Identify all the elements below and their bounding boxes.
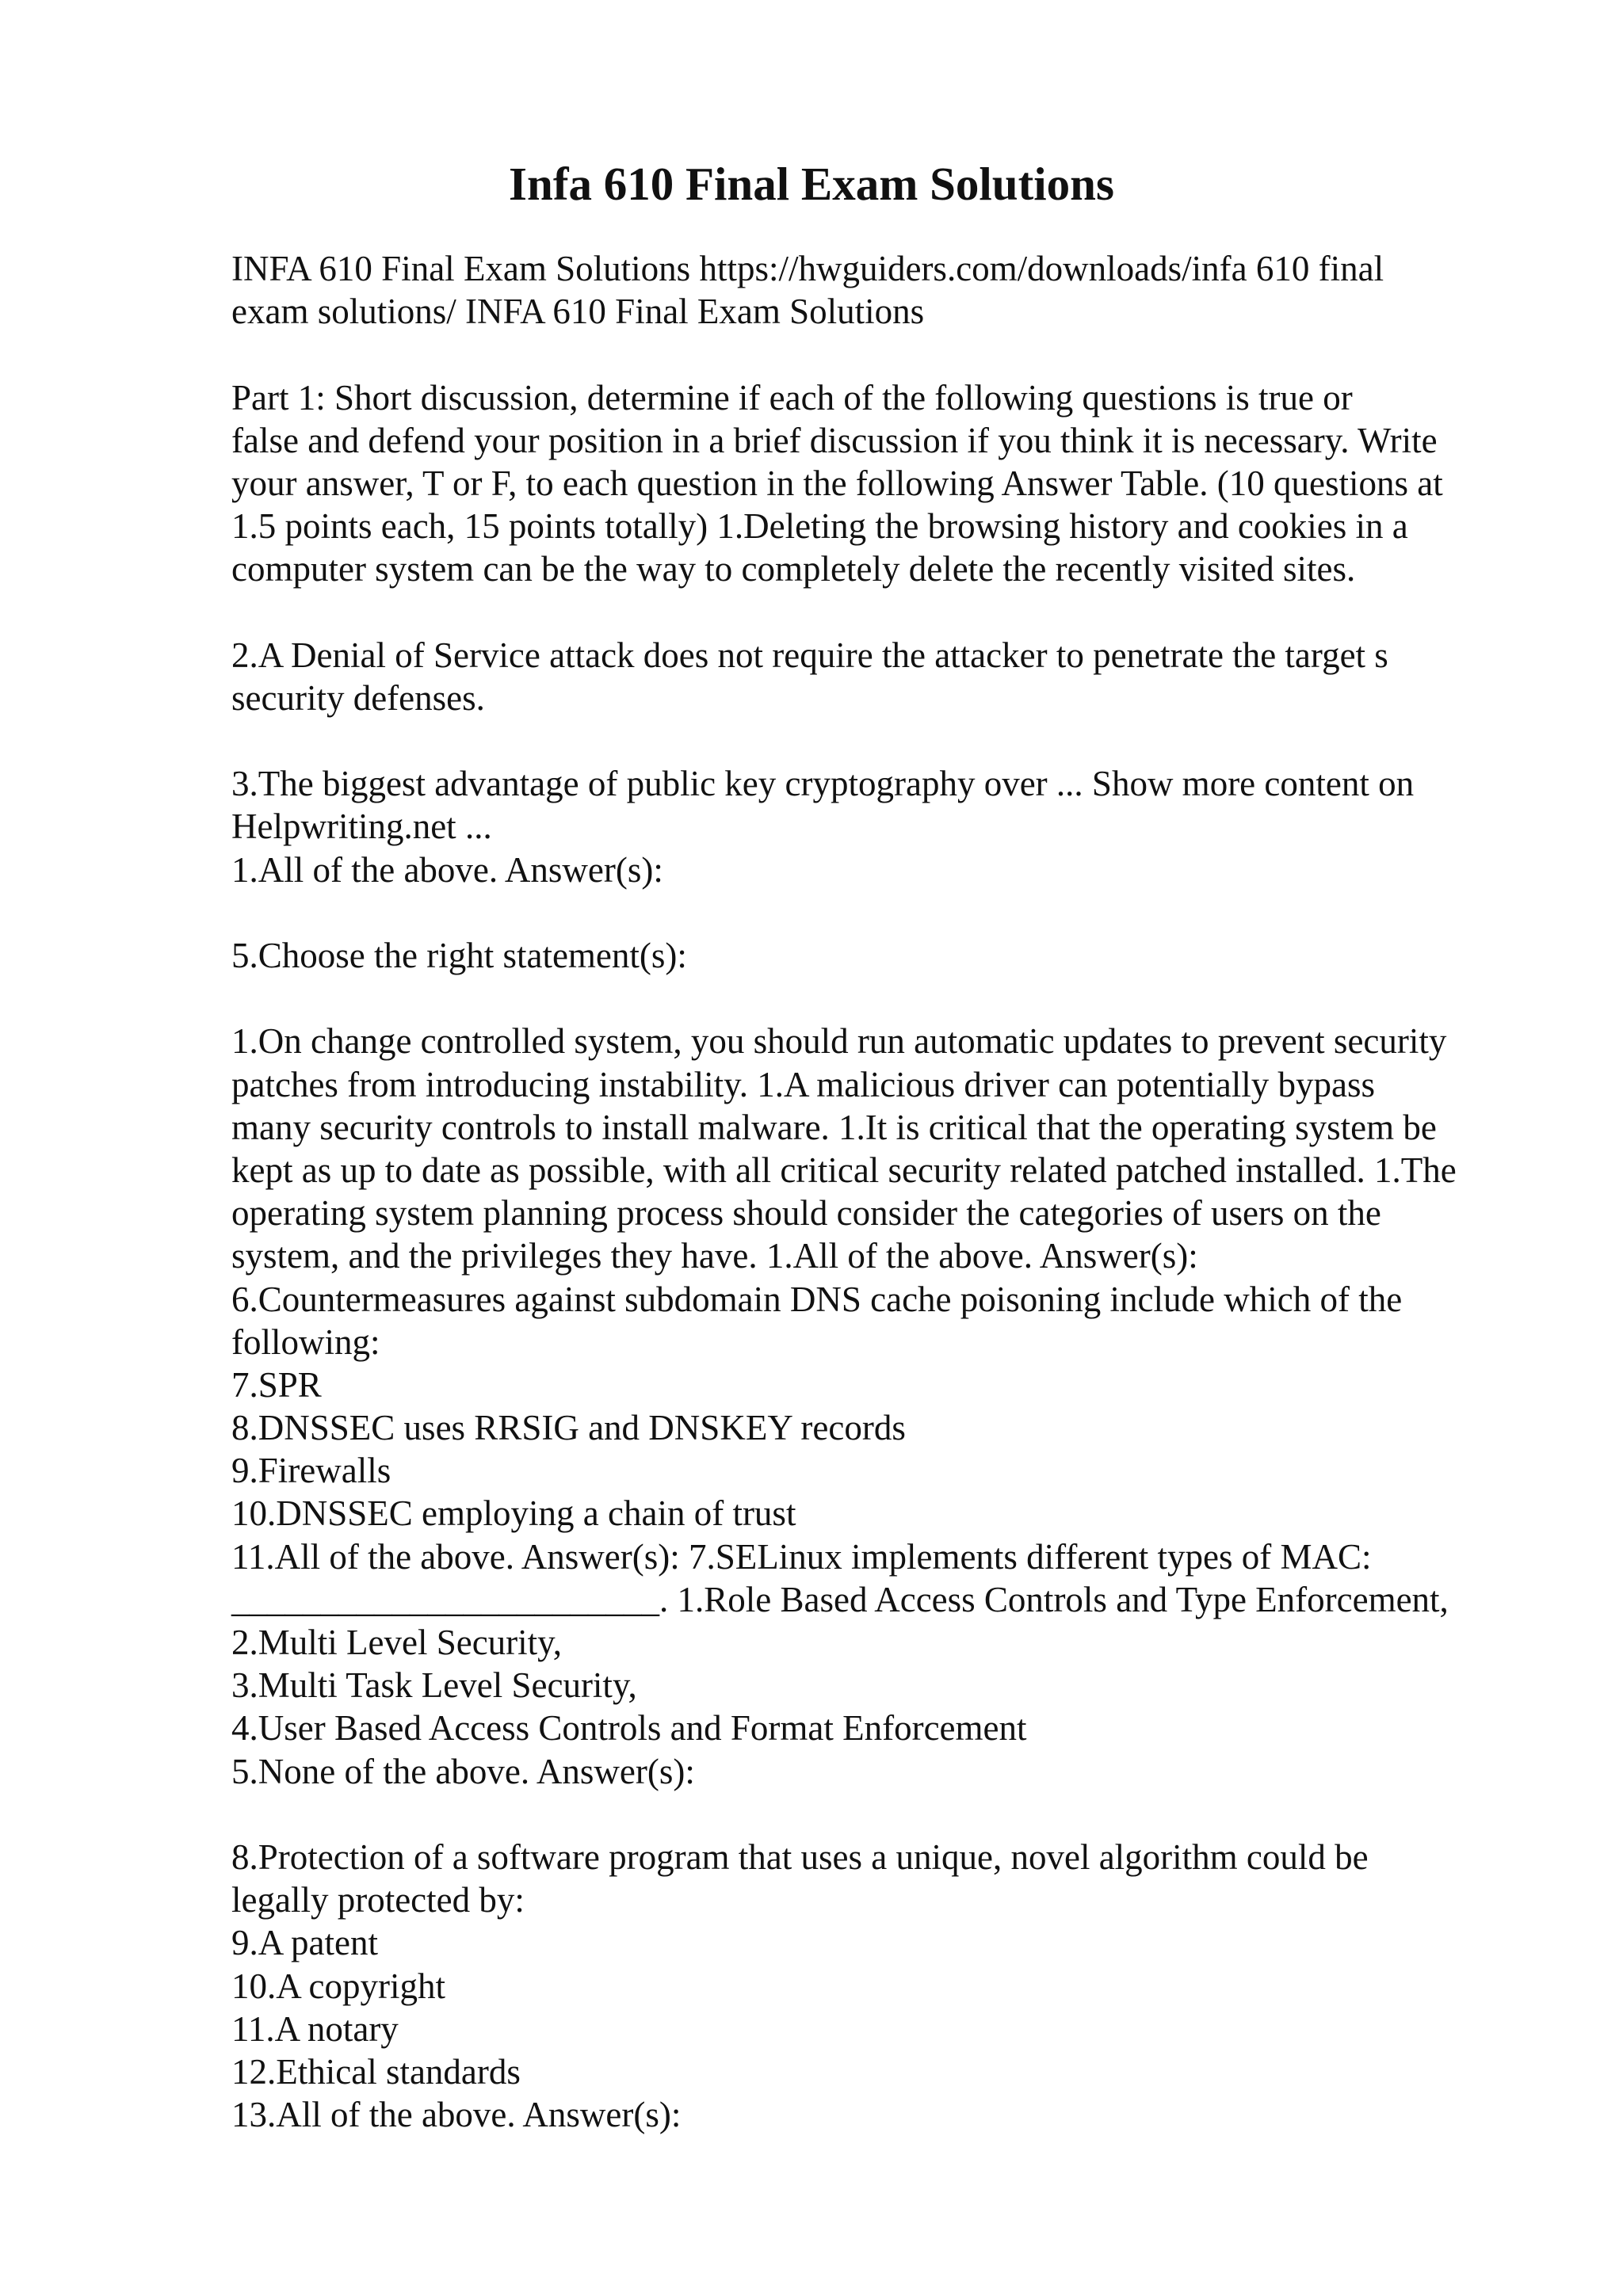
text-line: 5.None of the above. Answer(s): xyxy=(231,1751,695,1791)
paragraph-gap xyxy=(231,1793,1547,1836)
text-line: 3.The biggest advantage of public key cryptography over ... Show more content on xyxy=(231,764,1415,804)
text-line: computer system can be the way to completely delete the recently visited sites. xyxy=(231,549,1356,589)
text-line: 1.On change controlled system, you should run automatic updates to prevent security xyxy=(231,1021,1447,1062)
text-line: 1.5 points each, 15 points totally) 1.Deleting the browsing history and cookies in a xyxy=(231,506,1408,547)
text-line: 12.Ethical standards xyxy=(231,2051,521,2092)
text-line: following: xyxy=(231,1322,380,1362)
text-line: 13.All of the above. Answer(s): xyxy=(231,2095,682,2135)
text-line: Helpwriting.net ... xyxy=(231,807,492,847)
text-line: system, and the privileges they have. 1.All of the above. Answer(s): xyxy=(231,1236,1198,1276)
text-line: ________________________. 1.Role Based Access Controls and Type Enforcement, xyxy=(231,1579,1449,1619)
text-line: your answer, T or F, to each question in the following Answer Table. (10 questions at xyxy=(231,463,1443,503)
text-line: 10.A copyright xyxy=(231,1966,445,2006)
text-line: 5.Choose the right statement(s): xyxy=(231,936,687,975)
text-line: 10.DNSSEC employing a chain of trust xyxy=(231,1493,796,1534)
paragraph-gap xyxy=(231,891,1547,934)
document-title: Infa 610 Final Exam Solutions xyxy=(509,158,1114,210)
text-line: patches from introducing instability. 1.A malicious driver can potentially bypass xyxy=(231,1064,1376,1104)
text-line: 6.Countermeasures against subdomain DNS cache poisoning include which of the xyxy=(231,1279,1403,1319)
text-line: 8.Protection of a software program that uses a unique, novel algorithm could be xyxy=(231,1836,1369,1877)
paragraph-gap xyxy=(231,719,1547,762)
text-line: 2.Multi Level Security, xyxy=(231,1623,562,1662)
text-line: false and defend your position in a brief discussion if you think it is necessary. Write xyxy=(231,420,1438,460)
text-line: security defenses. xyxy=(231,677,485,718)
text-line: INFA 610 Final Exam Solutions https://hwguiders.com/downloads/infa 610 final xyxy=(231,249,1384,288)
text-line: 2.A Denial of Service attack does not require the attacker to penetrate the target s xyxy=(231,635,1388,675)
text-line: operating system planning process should consider the categories of users on the xyxy=(231,1193,1381,1234)
text-line: 4.User Based Access Controls and Format Enforcement xyxy=(231,1708,1027,1749)
paragraph-gap xyxy=(231,977,1547,1020)
paragraph-gap xyxy=(231,333,1547,376)
text-line: 11.All of the above. Answer(s): 7.SELinux implements different types of MAC: xyxy=(231,1536,1372,1577)
text-line: kept as up to date as possible, with all critical security related patched installed. 1.The xyxy=(231,1150,1457,1190)
text-line: Part 1: Short discussion, determine if each of the following questions is true or xyxy=(231,377,1353,418)
text-line: legally protected by: xyxy=(231,1880,525,1920)
text-line: 7.SPR xyxy=(231,1364,322,1405)
document-body xyxy=(231,247,1547,2136)
text-line: 8.DNSSEC uses RRSIG and DNSKEY records xyxy=(231,1408,906,1448)
text-line: 9.A patent xyxy=(231,1923,378,1963)
text-line: 11.A notary xyxy=(231,2008,399,2049)
text-line: many security controls to install malware. 1.It is critical that the operating system be xyxy=(231,1107,1437,1147)
text-line: exam solutions/ INFA 610 Final Exam Solutions xyxy=(231,292,925,332)
paragraph-gap xyxy=(231,591,1547,634)
text-line: 1.All of the above. Answer(s): xyxy=(231,849,663,890)
text-line: 3.Multi Task Level Security, xyxy=(231,1665,637,1706)
text-line: 9.Firewalls xyxy=(231,1451,391,1491)
